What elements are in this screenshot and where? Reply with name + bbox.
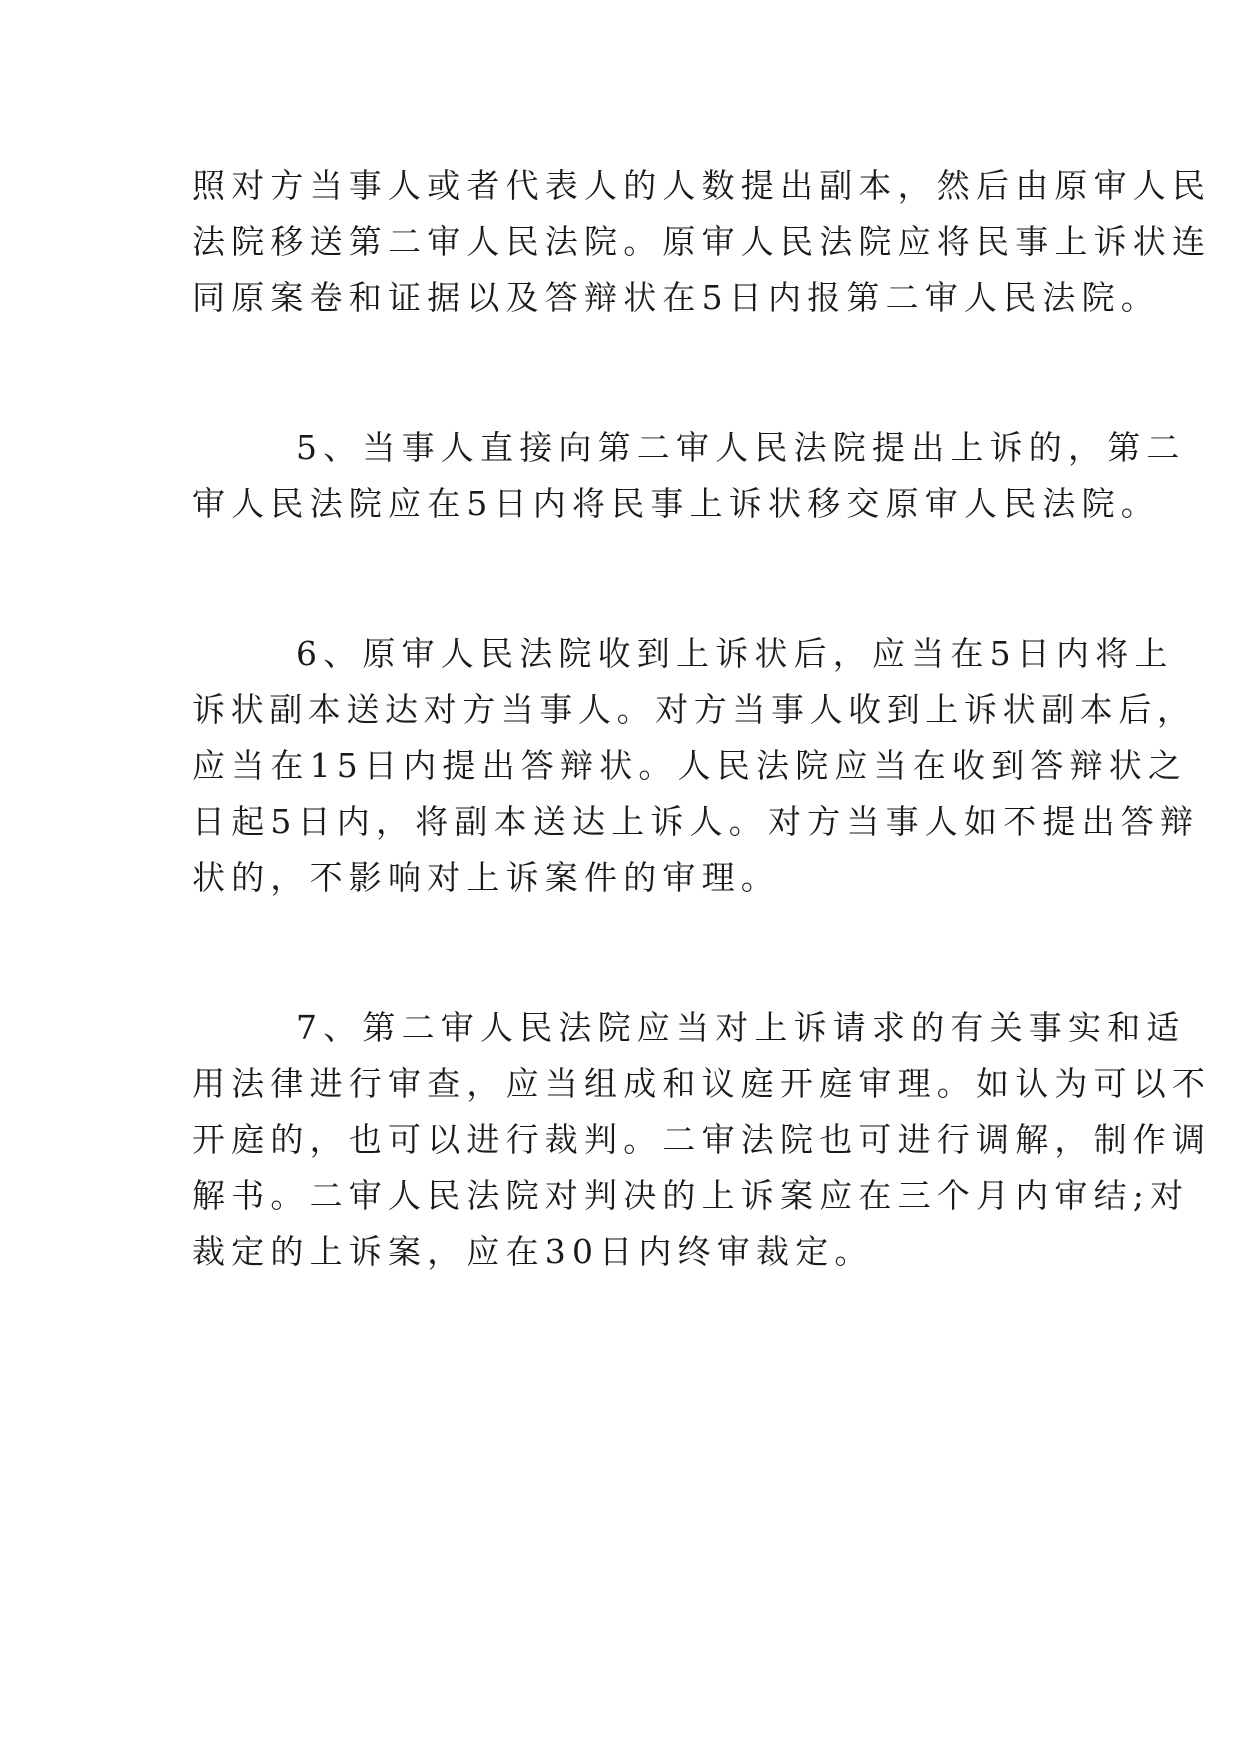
paragraph-3-line-3: 应当在15日内提出答辩状。人民法院应当在收到答辩状之 (192, 746, 1188, 785)
paragraph-4-line-3: 开庭的，也可以进行裁判。二审法院也可进行调解，制作调 (192, 1120, 1212, 1159)
paragraph-3-line-4: 日起5日内，将副本送达上诉人。对方当事人如不提出答辩 (192, 802, 1200, 841)
paragraph-3-line-2: 诉状副本送达对方当事人。对方当事人收到上诉状副本后， (192, 690, 1196, 729)
paragraph-4-line-4: 解书。二审人民法院对判决的上诉案应在三个月内审结;对 (192, 1176, 1190, 1215)
paragraph-3-line-1: 6、原审人民法院收到上诉状后，应当在5日内将上 (296, 634, 1174, 673)
paragraph-4-line-1: 7、第二审人民法院应当对上诉请求的有关事实和适 (296, 1008, 1186, 1047)
paragraph-4-line-2: 用法律进行审查，应当组成和议庭开庭审理。如认为可以不 (192, 1064, 1212, 1103)
paragraph-4-line-5: 裁定的上诉案，应在30日内终审裁定。 (192, 1232, 874, 1271)
paragraph-1-line-3: 同原案卷和证据以及答辩状在5日内报第二审人民法院。 (192, 278, 1160, 317)
paragraph-2-line-2: 审人民法院应在5日内将民事上诉状移交原审人民法院。 (192, 484, 1160, 523)
paragraph-1-line-1: 照对方当事人或者代表人的人数提出副本，然后由原审人民 (192, 166, 1212, 205)
paragraph-2-line-1: 5、当事人直接向第二审人民法院提出上诉的，第二 (296, 428, 1186, 467)
paragraph-3-line-5: 状的，不影响对上诉案件的审理。 (192, 858, 780, 897)
paragraph-1-line-2: 法院移送第二审人民法院。原审人民法院应将民事上诉状连 (192, 222, 1212, 261)
